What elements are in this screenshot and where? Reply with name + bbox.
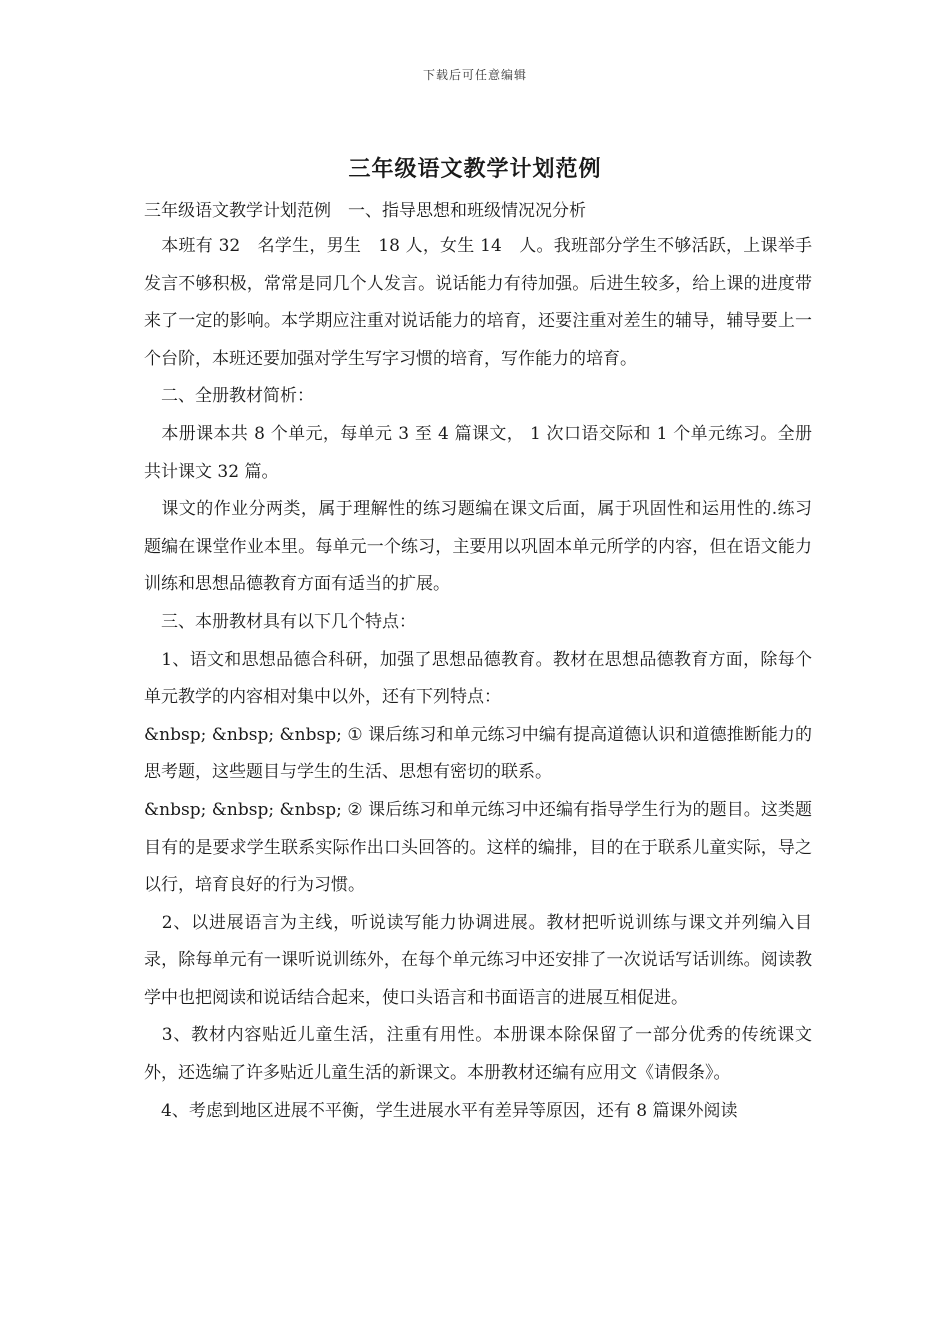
paragraph-feature-4: 4、考虑到地区进展不平衡，学生进展水平有差异等原因，还有 8 篇课外阅读 [144, 1100, 738, 1121]
paragraph-feature-1-point-2: &nbsp; &nbsp; &nbsp; ② 课后练习和单元练习中还编有指导学生行为的题目。这类题目有的是要求学生联系实际作出口头回答的。这样的编排，目的在于联系儿童实际，导之以行，培育良好的行为习惯。 [144, 799, 812, 896]
header-note: 下载后可任意编辑 [422, 68, 527, 82]
paragraph-intro-heading: 三年级语文教学计划范例 一、指导思想和班级情况况分析 [144, 201, 586, 221]
paragraph-feature-2: 2、以进展语言为主线，听说读写能力协调进展。教材把听说训练与课文并列编入目录，除每单元有一课听说训练外，在每个单元练习中还安排了一次说话写话训练。阅读教学中也把阅读和说话结合起来，使口头语言和书面语言的进展互相促进。 [144, 912, 812, 1008]
paragraph-textbook-overview: 本册课本共 8 个单元，每单元 3 至 4 篇课文， 1 次口语交际和 1 个单元练习。全册共计课文 32 篇。 [144, 423, 812, 482]
paragraph-section-2-heading: 二、全册教材简析： [144, 386, 314, 407]
paragraph-feature-3: 3、教材内容贴近儿童生活，注重有用性。本册课本除保留了一部分优秀的传统课文外，还选编了许多贴近儿童生活的新课文。本册教材还编有应用文《请假条》。 [144, 1025, 812, 1084]
paragraph-feature-1: 1、语文和思想品德合科研，加强了思想品德教育。教材在思想品德教育方面，除每个单元教学的内容相对集中以外，还有下列特点： [144, 649, 812, 708]
paragraph-homework-types: 课文的作业分两类，属于理解性的练习题编在课文后面，属于巩固性和运用性的.练习题编在课堂作业本里。每单元一个练习，主要用以巩固本单元所学的内容，但在语文能力训练和思想品德教育方面有适当的扩展。 [144, 499, 812, 595]
paragraph-section-3-heading: 三、本册教材具有以下几个特点： [144, 611, 416, 632]
paragraph-class-analysis: 本班有 32 名学生，男生 18 人，女生 14 人。我班部分学生不够活跃，上课举手发言不够积极，常常是同几个人发言。说话能力有待加强。后进生较多，给上课的进度带来了一定的影响。本学期应注重对说话能力的培育，还要注重对差生的辅导，辅导要上一个台阶，本班还要加强对学生写字习惯的培育，写作能力的培育。 [144, 236, 812, 369]
document-body [144, 198, 812, 1130]
paragraph-feature-1-point-1: &nbsp; &nbsp; &nbsp; ① 课后练习和单元练习中编有提高道德认识和道德推断能力的思考题，这些题目与学生的生活、思想有密切的联系。 [144, 724, 812, 783]
document-title: 三年级语文教学计划范例 [348, 156, 602, 182]
